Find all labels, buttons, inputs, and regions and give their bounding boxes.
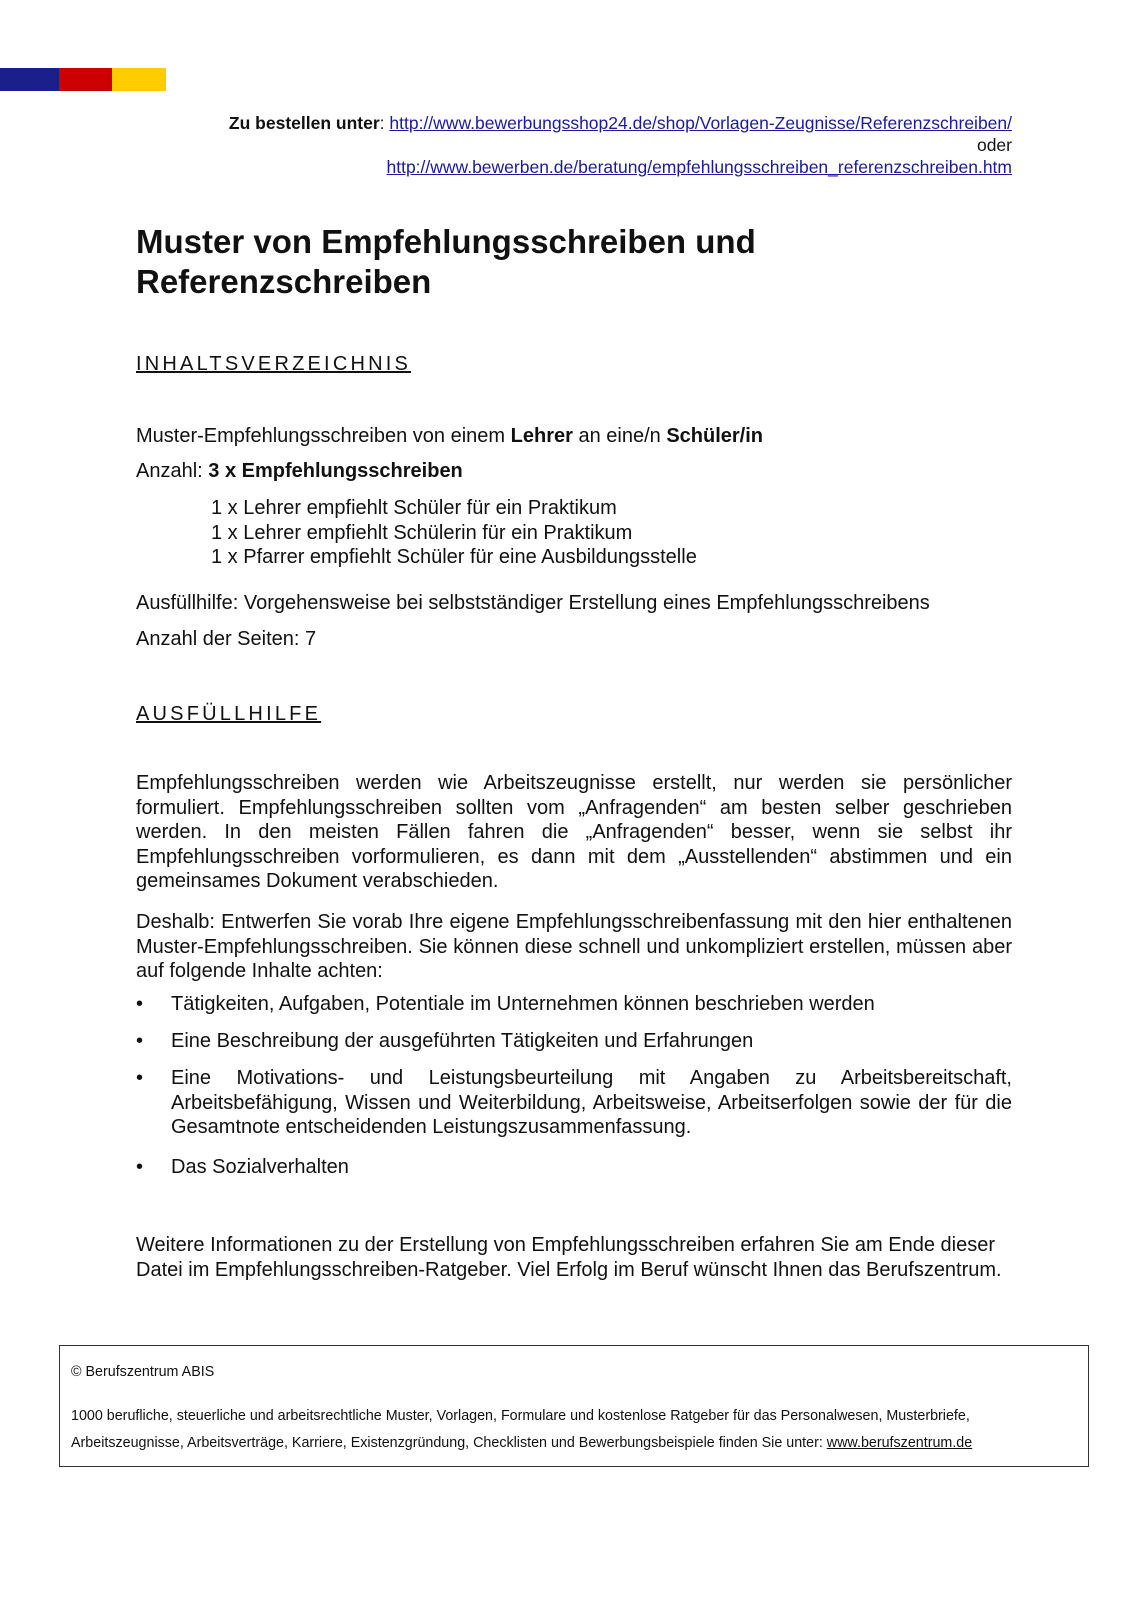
toc-count [136, 459, 463, 483]
footer-description [71, 1403, 1077, 1457]
toc-line-teacher: Lehrer [510, 425, 573, 447]
bullet-text: Eine Beschreibung der ausgeführten Tätigkeiten und Erfahrungen [171, 1030, 754, 1052]
title-line-1: Muster von Empfehlungsschreiben und [136, 223, 756, 260]
list-item [136, 992, 1012, 1017]
toc-sub-list [211, 496, 697, 570]
toc-count-label: Anzahl: [136, 460, 209, 482]
toc-pages-line: Anzahl der Seiten: 7 [136, 628, 317, 650]
list-item [136, 1066, 1012, 1140]
list-item: 1 x Lehrer empfiehlt Schülerin für ein Praktikum [211, 521, 633, 544]
order-label: Zu bestellen unter [228, 113, 380, 133]
help-paragraph-2: Deshalb: Entwerfen Sie vorab Ihre eigene Empfehlungsschreibenfassung mit den hier enthaltenen Muster-Empfehlungsschreiben. Sie können diese schnell und unkompliziert erstellen, müssen aber auf folgende Inhalte achten: [136, 911, 1012, 982]
help-paragraph-3: Weitere Informationen zu der Erstellung von Empfehlungsschreiben erfahren Sie am Ende dieser Datei im Empfehlungsschreiben-Ratgeber. Viel Erfolg im Beruf wünscht Ihnen das Berufszentrum. [136, 1234, 1002, 1281]
color-stripe-logo [0, 68, 166, 91]
help-paragraph-1: Empfehlungsschreiben werden wie Arbeitszeugnisse erstellt, nur werden sie persönlicher formuliert. Empfehlungsschreiben sollten vom „Anfragenden“ am besten selber geschrieben werden. In den meisten Fällen fahren die „Anfragenden“ besser, wenn sie selbst ihr Empfehlungsschreiben vorformulieren, es dann mit dem „Ausstellenden“ abstimmen und ein gemeinsames Dokument verabschieden. [136, 772, 1012, 892]
yellow-stripe [112, 68, 166, 91]
bullet-icon: • [136, 1156, 144, 1178]
order-or: oder [976, 135, 1012, 155]
list-item [136, 1155, 1012, 1180]
toc-help-line: Ausfüllhilfe: Vorgehensweise bei selbstständiger Erstellung eines Empfehlungsschreibens [136, 592, 930, 614]
toc-heading: INHALTSVERZEICHNIS [136, 353, 412, 375]
bullet-icon: • [136, 1030, 144, 1052]
blue-stripe [0, 68, 59, 91]
list-item [136, 1029, 1012, 1054]
page-title [136, 222, 1012, 302]
footer-box [59, 1345, 1089, 1467]
bullet-text: Das Sozialverhalten [171, 1156, 349, 1178]
red-stripe [59, 68, 112, 91]
help-heading: AUSFÜLLHILFE [136, 703, 322, 725]
bullet-text: Eine Motivations- und Leistungsbeurteilung mit Angaben zu Arbeitsbereitschaft, Arbeitsbefähigung, Wissen und Weiterbildung, Arbeitsweise, Arbeitserfolgen sowie der für die Gesamtnote entscheidenden Leistungszusammenfassung. [171, 1067, 1012, 1138]
order-link-shop[interactable]: http://www.bewerbungsshop24.de/shop/Vorlagen-Zeugnisse/Referenzschreiben/ [389, 113, 1012, 133]
footer-copyright: © Berufszentrum ABIS [71, 1364, 215, 1380]
list-item: 1 x Lehrer empfiehlt Schüler für ein Praktikum [211, 497, 617, 519]
toc-count-value: 3 x Empfehlungsschreiben [208, 460, 463, 482]
title-line-2: Referenzschreiben [136, 263, 432, 300]
bullet-icon: • [136, 1067, 144, 1089]
toc-line-a: Muster-Empfehlungsschreiben von einem [136, 425, 511, 447]
bullet-text: Tätigkeiten, Aufgaben, Potentiale im Unternehmen können beschrieben werden [171, 993, 875, 1015]
order-info [136, 112, 1012, 178]
footer-link-berufszentrum[interactable]: www.berufszentrum.de [826, 1435, 973, 1451]
list-item: 1 x Pfarrer empfiehlt Schüler für eine Ausbildungsstelle [211, 546, 697, 568]
toc-line-sample [136, 424, 763, 448]
footer-text: 1000 berufliche, steuerliche und arbeitsrechtliche Muster, Vorlagen, Formulare und kostenlose Ratgeber für das Personalwesen, Musterbriefe, Arbeitszeugnisse, Arbeitsverträge, Karriere, Existenzgründung, Checklisten und Bewerbungsbeispiele finden Sie unter: [71, 1408, 970, 1451]
toc-line-c: an eine/n [572, 425, 667, 447]
order-link-bewerben[interactable]: http://www.bewerben.de/beratung/empfehlungsschreiben_referenzschreiben.htm [386, 157, 1012, 177]
bullet-icon: • [136, 993, 144, 1015]
toc-line-student: Schüler/in [666, 425, 764, 447]
order-colon: : [379, 113, 385, 133]
